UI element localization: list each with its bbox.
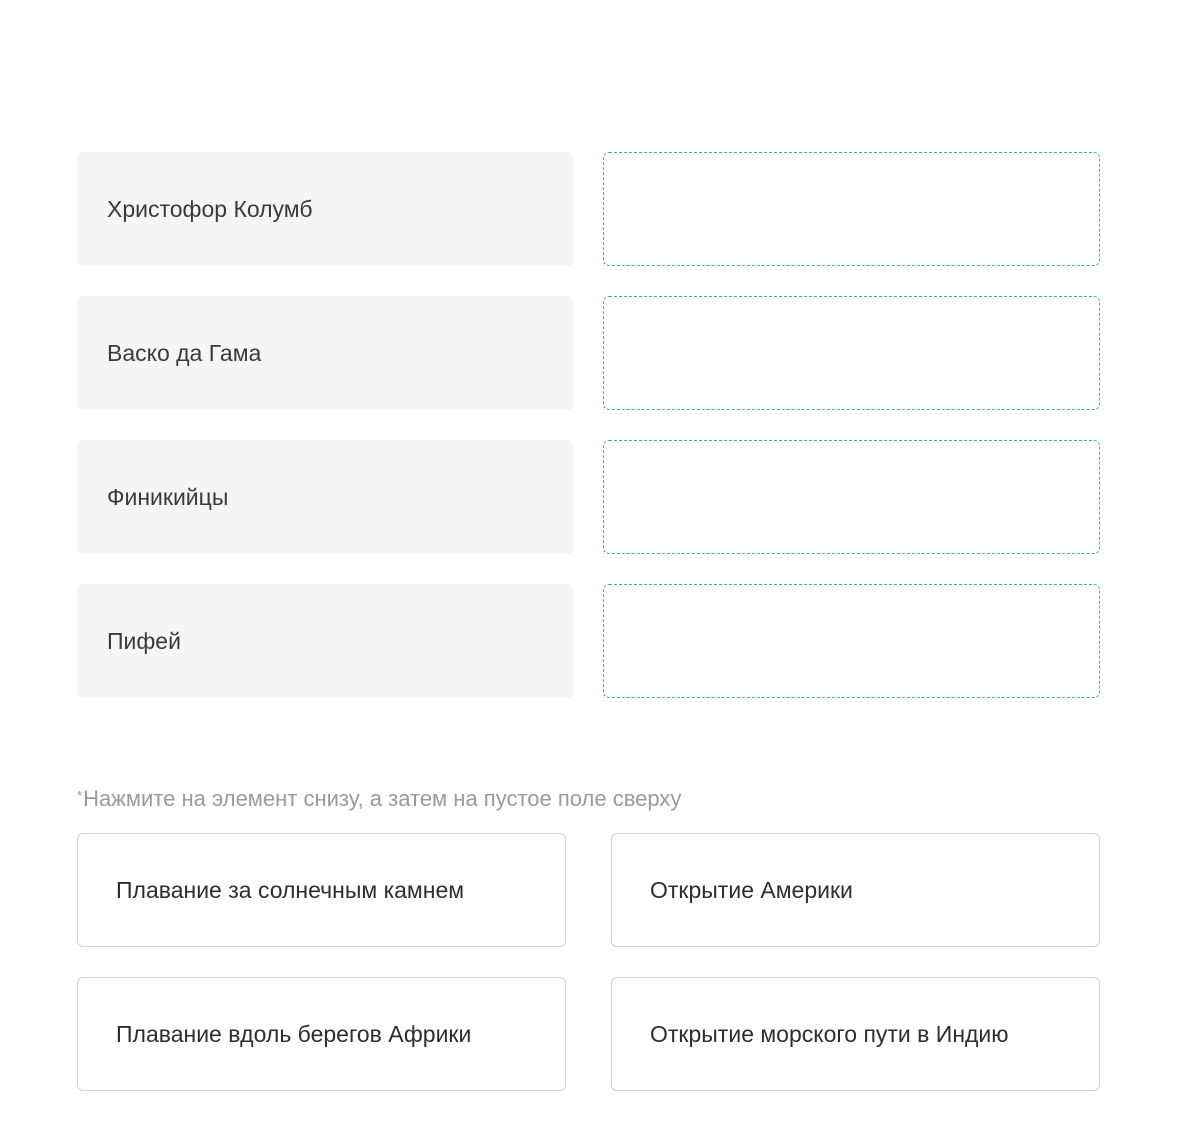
hint-asterisk: * <box>77 788 83 803</box>
answer-drop-slot[interactable] <box>603 440 1100 554</box>
term-card: Финикийцы <box>77 440 573 554</box>
pair-row <box>77 152 1100 266</box>
answer-drop-slot[interactable] <box>603 152 1100 266</box>
pair-row <box>77 440 1100 554</box>
answer-drop-slot[interactable] <box>603 296 1100 410</box>
term-card: Васко да Гама <box>77 296 573 410</box>
answer-options <box>77 833 1100 1091</box>
answer-drop-slot[interactable] <box>603 584 1100 698</box>
pair-row <box>77 296 1100 410</box>
answer-option[interactable]: Плавание за солнечным камнем <box>77 833 566 947</box>
answer-option[interactable]: Открытие морского пути в Индию <box>611 977 1100 1091</box>
matching-pairs <box>77 152 1100 698</box>
pair-row <box>77 584 1100 698</box>
instruction-hint <box>77 786 681 812</box>
hint-text: Нажмите на элемент снизу, а затем на пустое поле сверху <box>83 786 682 811</box>
term-card: Пифей <box>77 584 573 698</box>
term-card: Христофор Колумб <box>77 152 573 266</box>
answer-option[interactable]: Плавание вдоль берегов Африки <box>77 977 566 1091</box>
answer-option[interactable]: Открытие Америки <box>611 833 1100 947</box>
